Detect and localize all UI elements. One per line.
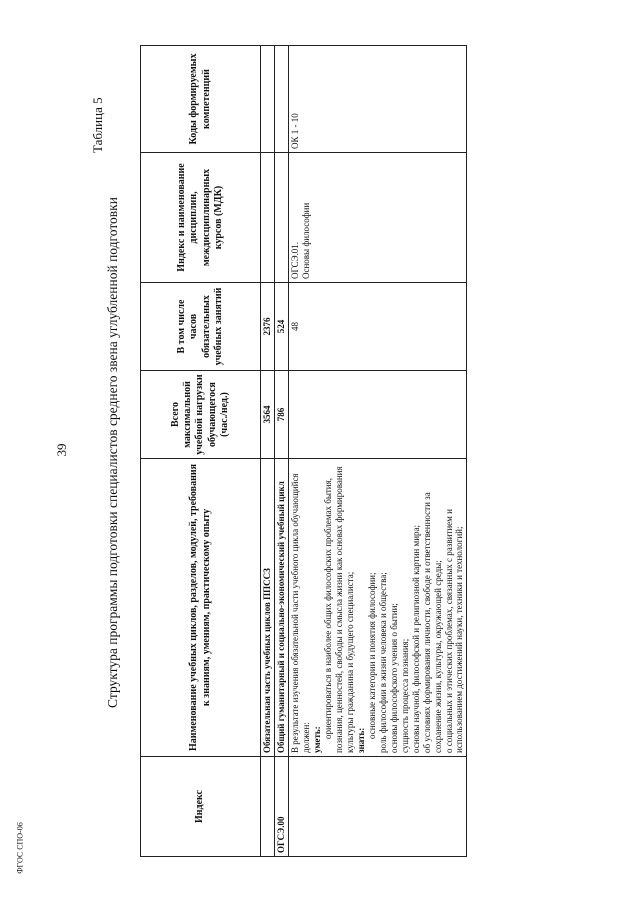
page-title: Структура программы подготовки специалистов среднего звена углубленной подготовки — [105, 197, 120, 708]
discipline-index: ОГСЭ.01. — [289, 241, 300, 279]
requirement-line: об условиях формирования личности, свободе и ответственности за сохранение жизни, культуры, окружающей среды; — [421, 492, 443, 753]
table-row — [288, 46, 467, 857]
ogse-name: Общий гуманитарный и социально-экономический учебный цикл — [274, 459, 288, 757]
requirement-line: сущность процесса познания; — [399, 638, 410, 753]
requirement-line: роль философии в жизни человека и общества; — [377, 572, 388, 753]
table-label: Таблица 5 — [90, 97, 105, 153]
requirement-line: основы философского учения о бытии; — [388, 603, 399, 753]
umet-text: ориентироваться в наиболее общих философских проблемах бытия, познания, ценностей, свободы и смысла жизни как основах формирования культуры гражданина и будущего специалиста; — [322, 466, 355, 753]
header-discipline: Индекс и наименование дисциплин, междисциплинарных курсов (МДК) — [141, 153, 261, 283]
header-name: Наименование учебных циклов, разделов, модулей, требования к знаниям, умениям, практическому опыту — [141, 459, 261, 757]
requirement-line: о социальных и этических проблемах, связанных с развитием и использованием достижений науки, техники и технологий; — [443, 509, 465, 753]
ogse-total: 786 — [274, 371, 288, 459]
table-row — [274, 46, 288, 857]
mandatory-part-name: Обязательная часть учебных циклов ППССЗ — [261, 459, 275, 757]
requirement-line: основы научной, философской и религиозной картин мира; — [410, 524, 421, 753]
page-number: 39 — [54, 443, 69, 457]
mandatory-part-hours: 2376 — [261, 283, 275, 371]
umet-label: уметь: — [311, 726, 322, 753]
discipline-name: Основы философии — [300, 202, 311, 279]
header-total: Всего максимальной учебной нагрузки обучающегося (час./нед.) — [141, 371, 261, 459]
header-index: Индекс — [141, 757, 261, 857]
table-header-row — [141, 46, 261, 857]
requirements-cell — [288, 459, 467, 757]
requirements-intro: В результате изучения обязательной части учебного цикла обучающийся должен: — [289, 473, 311, 753]
discipline-cell — [288, 153, 467, 283]
footer-code: ФГОС СПО-06 — [15, 822, 25, 874]
header-codes: Коды формируемых компетенций — [141, 46, 261, 153]
ogse-hours: 524 — [274, 283, 288, 371]
ogse-index: ОГСЭ.00 — [274, 757, 288, 857]
curriculum-table — [140, 45, 467, 857]
competence-codes: ОК 1 - 10 — [288, 46, 467, 153]
content-hours: 48 — [288, 283, 467, 371]
znat-text: основные категории и понятия философии; — [366, 572, 377, 739]
mandatory-part-total: 3564 — [261, 371, 275, 459]
znat-label: знать: — [355, 727, 366, 753]
table-row — [261, 46, 275, 857]
header-mandatory: В том числе часов обязательных учебных занятий — [141, 283, 261, 371]
